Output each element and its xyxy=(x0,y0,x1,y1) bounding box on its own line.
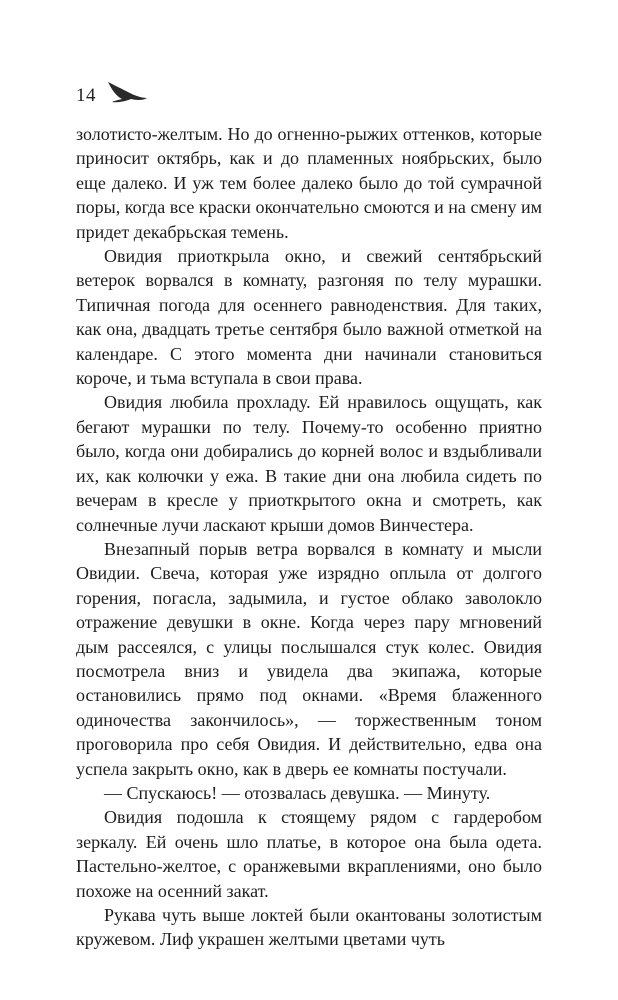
body-text xyxy=(76,122,542,952)
page-header xyxy=(76,80,196,114)
paragraph: Овидия подошла к стоящему рядом с гардеробом зеркалу. Ей очень шло платье, в которое она была одета. Пастельно-желтое, с оранжевыми вкраплениями, оно было похоже на осенний закат. xyxy=(76,807,542,901)
paragraph: Овидия приоткрыла окно, и свежий сентябрьский ветерок ворвался в комнату, разгоняя по телу мурашки. Типичная погода для осеннего равноденствия. Для таких, как она, двадцать третье сентября было важной отметкой на календаре. С этого момента дни начинали становиться короче, и тьма вступала в свои права. xyxy=(76,246,542,389)
paragraph: Овидия любила прохладу. Ей нравилось ощущать, как бегают мурашки по телу. Почему-то особенно приятно было, когда они добирались до корней волос и вздыбливали их, как колючки у ежа. В такие дни она любила сидеть по вечерам в кресле у приоткрытого окна и смотреть, как солнечные лучи ласкают крыши домов Винчестера. xyxy=(76,392,542,535)
paragraph: Внезапный порыв ветра ворвался в комнату и мысли Овидии. Свеча, которая уже изрядно оплыла от долгого горения, погасла, задымила, и густое облако заволокло отражение девушки в окне. Когда через пару мгновений дым рассеялся, с улицы послышался стук колес. Овидия посмотрела вниз и увидела два экипажа, которые остановились прямо под окнами. «Время блаженного одиночества закончилось», — торжественным тоном проговорила про себя Овидия. И действительно, едва она успела закрыть окно, как в дверь ее комнаты постучали. xyxy=(76,538,542,779)
paragraph: — Спускаюсь! — отозвалась девушка. — Минуту. xyxy=(104,782,491,803)
paragraph: Рукава чуть выше локтей были окантованы золотистым кружевом. Лиф украшен желтыми цветами чуть xyxy=(76,905,542,950)
bird-ornament-icon xyxy=(106,80,148,110)
page-number: 14 xyxy=(76,85,96,106)
paragraph: золотисто-желтым. Но до огненно-рыжих оттенков, которые приносит октябрь, как и до пламенных ноябрьских, было еще далеко. И уж тем более далеко было до той сумрачной поры, когда все краски окончательно смоются и на смену им придет декабрьская темень. xyxy=(76,124,542,242)
